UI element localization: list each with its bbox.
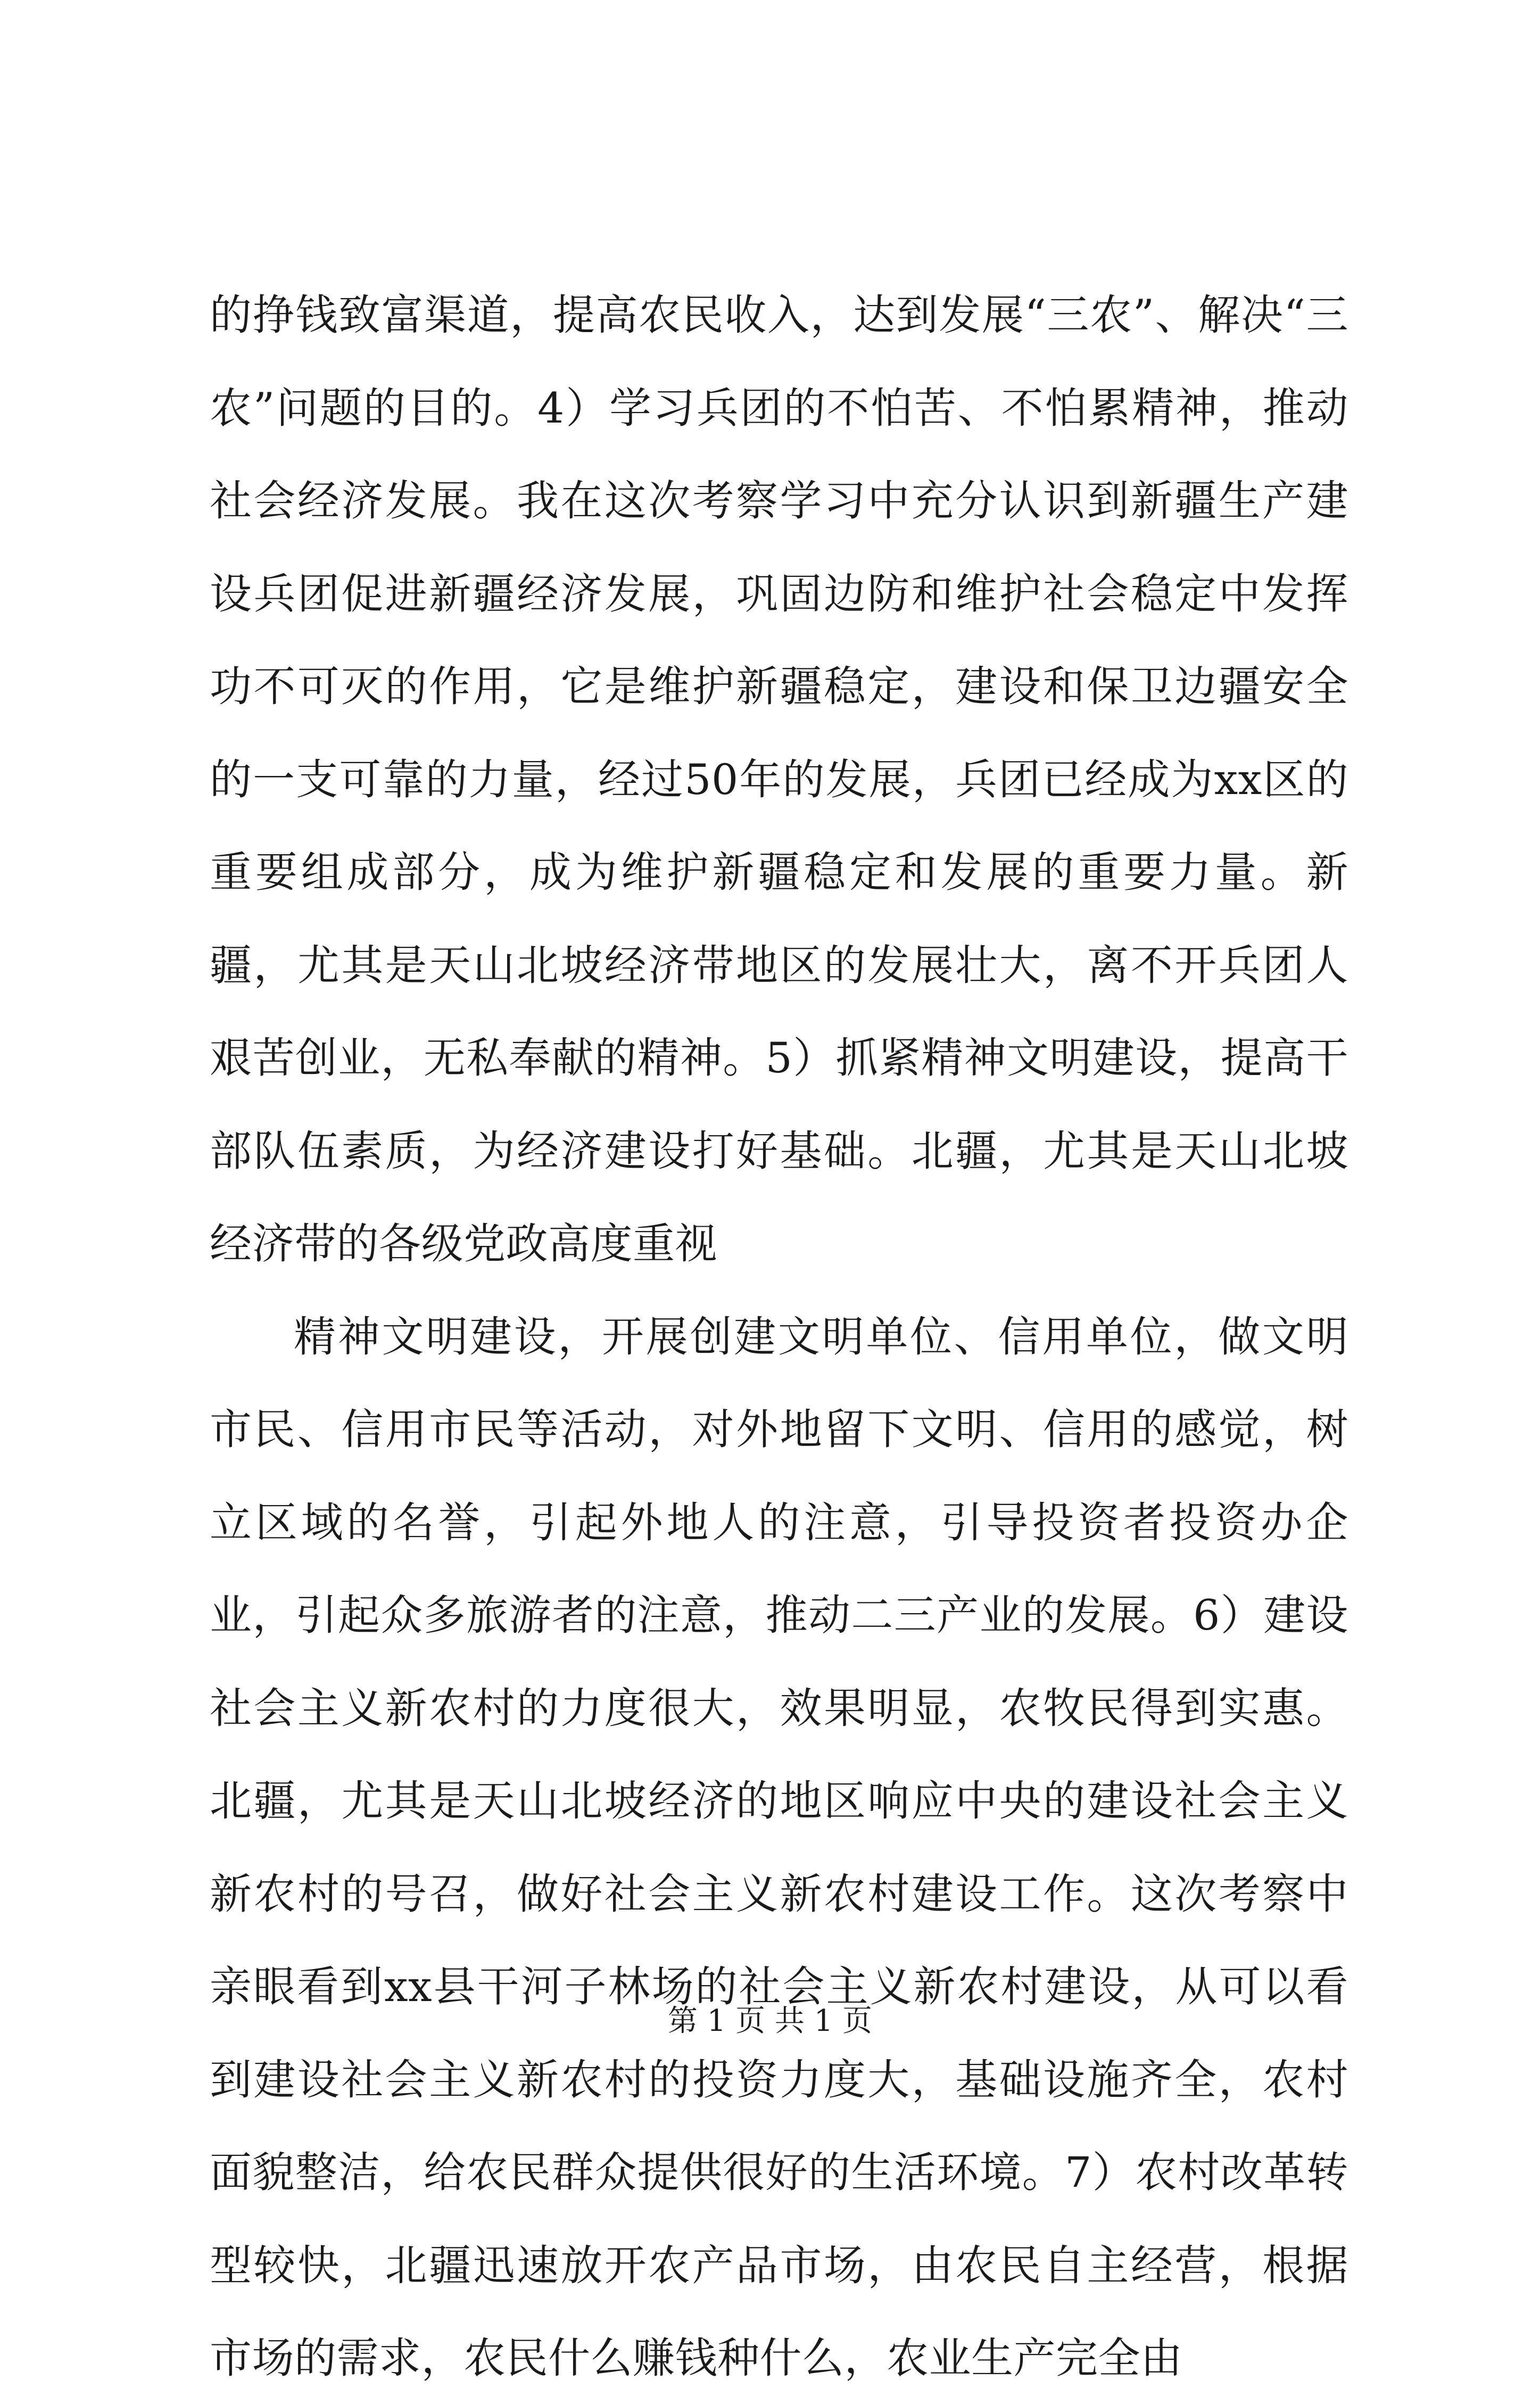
paragraph-1: 的挣钱致富渠道，提高农民收入，达到发展“三农”、解决“三农”问题的目的。4）学习兵团的不怕苦、不怕累精神，推动社会经济发展。我在这次考察学习中充分认识到新疆生产建设兵团促进新疆经济发展，巩固边防和维护社会稳定中发挥功不可灭的作用，它是维护新疆稳定，建设和保卫边疆安全的一支可靠的力量，经过50年的发展，兵团已经成为xx区的重要组成部分，成为维护新疆稳定和发展的重要力量。新疆，尤其是天山北坡经济带地区的发展壮大，离不开兵团人艰苦创业，无私奉献的精神。5）抓紧精神文明建设，提高干部队伍素质，为经济建设打好基础。北疆，尤其是天山北坡经济带的各级党政高度重视 [210,291,1348,1268]
document-body [210,269,1348,2405]
page-footer: 第 1 页 共 1 页 [667,2004,873,2038]
paragraph-2: 精神文明建设，开展创建文明单位、信用单位，做文明市民、信用市民等活动，对外地留下文明、信用的感觉，树立区域的名誉，引起外地人的注意，引导投资者投资办企业，引起众多旅游者的注意，推动二三产业的发展。6）建设社会主义新农村的力度很大，效果明显，农牧民得到实惠。北疆，尤其是天山北坡经济的地区响应中央的建设社会主义新农村的号召，做好社会主义新农村建设工作。这次考察中亲眼看到xx县干河子林场的社会主义新农村建设，从可以看到建设社会主义新农村的投资力度大，基础设施齐全，农村面貌整洁，给农民群众提供很好的生活环境。7）农村改革转型较快，北疆迅速放开农产品市场，由农民自主经营，根据市场的需求，农民什么赚钱种什么，农业生产完全由 [210,1312,1348,2383]
